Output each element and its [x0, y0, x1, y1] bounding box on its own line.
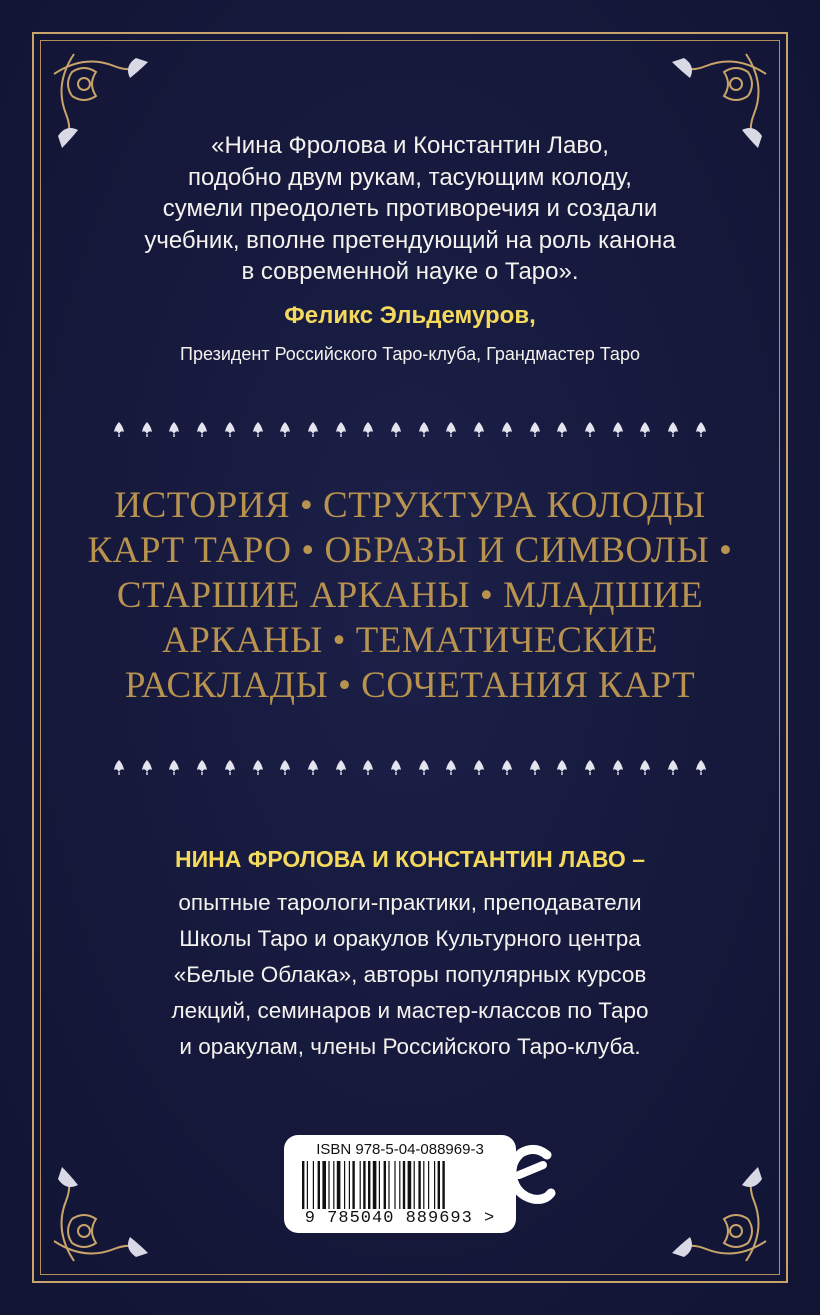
quote-line: сумели преодолеть противоречия и создали: [162, 195, 658, 222]
corner-ornament-icon: [656, 1151, 776, 1271]
bell-flower-icon: [442, 420, 460, 438]
barcode-bar: [423, 1161, 424, 1209]
bell-flower-icon: [332, 420, 350, 438]
bell-flower-icon: [498, 420, 516, 438]
quote-author-role: Президент Российского Таро-клуба, Грандмастер Таро: [180, 344, 640, 364]
bell-flower-icon: [664, 420, 682, 438]
bell-flower-icon: [110, 420, 128, 438]
barcode-bar: [403, 1161, 405, 1209]
topics-line: СТАРШИЕ АРКАНЫ • МЛАДШИЕ: [116, 575, 704, 616]
topics-line: РАСКЛАДЫ • СОЧЕТАНИЯ КАРТ: [124, 665, 696, 706]
bell-flower-icon: [609, 758, 627, 776]
barcode-bar: [408, 1161, 412, 1209]
barcode-bar: [363, 1161, 365, 1209]
bell-flower-icon: [138, 758, 156, 776]
bell-flower-icon: [332, 758, 350, 776]
barcode-bar: [428, 1161, 429, 1209]
bell-flower-icon: [692, 758, 710, 776]
authors-heading: НИНА ФРОЛОВА И КОНСТАНТИН ЛАВО –: [175, 846, 645, 872]
ean-number: 9 785040 889693 >: [304, 1209, 496, 1228]
barcode-bar: [313, 1161, 314, 1209]
isbn-number: ISBN 978-5-04-088969-3: [316, 1141, 484, 1158]
bell-flower-icon: [304, 420, 322, 438]
bell-flower-icon: [498, 758, 516, 776]
barcode-bar: [418, 1161, 420, 1209]
bell-flower-icon: [249, 758, 267, 776]
quote-line: подобно двум рукам, тасующим колоду,: [188, 163, 632, 191]
bell-flower-icon: [664, 758, 682, 776]
topics-line: КАРТ ТАРО • ОБРАЗЫ И СИМВОЛЫ •: [87, 530, 733, 571]
barcode-bars: [302, 1161, 502, 1209]
bell-flower-icon: [276, 758, 294, 776]
barcode-bar: [328, 1161, 329, 1209]
bio-line: и оракулам, члены Российского Таро-клуба.: [179, 1034, 641, 1059]
barcode-bar: [302, 1161, 304, 1209]
bio-line: «Белые Облака», авторы популярных курсов: [173, 962, 647, 987]
barcode-bar: [384, 1161, 386, 1209]
quote-line: «Нина Фролова и Константин Лаво,: [211, 132, 609, 159]
barcode-bar: [360, 1161, 361, 1209]
bell-flower-icon: [553, 758, 571, 776]
bell-flower-icon: [110, 758, 128, 776]
topics-line: АРКАНЫ • ТЕМАТИЧЕСКИЕ: [162, 620, 658, 661]
bio-line: лекций, семинаров и мастер-классов по Таро: [171, 998, 649, 1023]
authors-bio: [70, 885, 750, 1065]
bell-flower-icon: [636, 420, 654, 438]
bell-flower-icon: [359, 758, 377, 776]
bell-flower-icon: [692, 420, 710, 438]
flower-divider-bottom: [110, 758, 710, 780]
barcode-bar: [434, 1161, 435, 1209]
bell-flower-icon: [165, 758, 183, 776]
barcode-bar: [307, 1161, 308, 1209]
bell-flower-icon: [221, 758, 239, 776]
bell-flower-icon: [359, 420, 377, 438]
barcode-bar: [318, 1161, 320, 1209]
barcode-bar: [399, 1161, 400, 1209]
bell-flower-icon: [165, 420, 183, 438]
review-quote: [90, 130, 730, 288]
bell-flower-icon: [581, 758, 599, 776]
bell-flower-icon: [304, 758, 322, 776]
barcode-bar: [322, 1161, 326, 1209]
bell-flower-icon: [415, 758, 433, 776]
barcode-bar: [414, 1161, 415, 1209]
barcode-bar: [344, 1161, 345, 1209]
topics-line: ИСТОРИЯ • СТРУКТУРА КОЛОДЫ: [114, 485, 706, 526]
topics-list: [70, 483, 750, 708]
bell-flower-icon: [193, 758, 211, 776]
isbn-barcode: [284, 1135, 516, 1233]
barcode-bar: [333, 1161, 334, 1209]
bell-flower-icon: [193, 420, 211, 438]
bell-flower-icon: [470, 758, 488, 776]
barcode-bar: [379, 1161, 380, 1209]
corner-ornament-icon: [44, 1151, 164, 1271]
bell-flower-icon: [138, 420, 156, 438]
bell-flower-icon: [470, 420, 488, 438]
bell-flower-icon: [636, 758, 654, 776]
bell-flower-icon: [553, 420, 571, 438]
bell-flower-icon: [442, 758, 460, 776]
eksmo-logo-icon: [507, 1143, 557, 1207]
bell-flower-icon: [276, 420, 294, 438]
barcode-bar: [373, 1161, 377, 1209]
barcode-bar: [368, 1161, 370, 1209]
barcode-bar: [438, 1161, 440, 1209]
quote-line: в современной науке о Таро».: [241, 258, 579, 285]
bell-flower-icon: [249, 420, 267, 438]
quote-author: Феликс Эльдемуров,: [284, 302, 536, 329]
bio-line: опытные тарологи-практики, преподаватели: [178, 890, 642, 915]
bell-flower-icon: [387, 758, 405, 776]
quote-line: учебник, вполне претендующий на роль канона: [144, 226, 676, 254]
flower-divider-top: [110, 420, 710, 442]
barcode-bar: [388, 1161, 389, 1209]
barcode-bar: [442, 1161, 444, 1209]
bell-flower-icon: [221, 420, 239, 438]
bell-flower-icon: [581, 420, 599, 438]
bell-flower-icon: [415, 420, 433, 438]
barcode-bar: [352, 1161, 354, 1209]
barcode-bar: [394, 1161, 395, 1209]
bell-flower-icon: [526, 420, 544, 438]
barcode-bar: [349, 1161, 350, 1209]
bell-flower-icon: [609, 420, 627, 438]
barcode-bar: [337, 1161, 341, 1209]
bio-line: Школы Таро и оракулов Культурного центра: [179, 926, 641, 951]
bell-flower-icon: [387, 420, 405, 438]
bell-flower-icon: [526, 758, 544, 776]
